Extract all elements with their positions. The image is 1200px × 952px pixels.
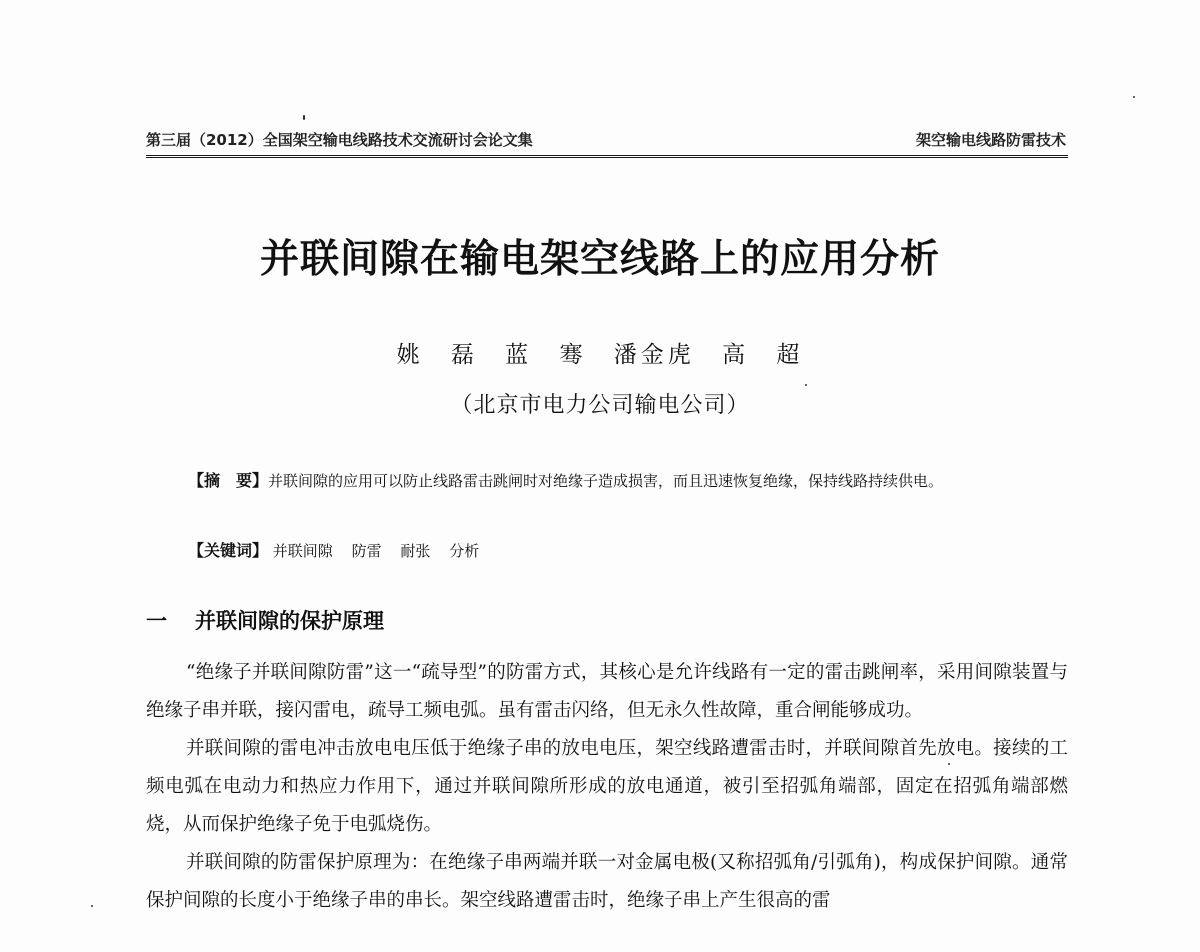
section-heading [146, 605, 384, 635]
header-proceedings-title: 第三届（2012）全国架空输电线路技术交流研讨会论文集 [146, 131, 533, 149]
abstract-text: 并联间隙的应用可以防止线路雷击跳闸时对绝缘子造成损害，而且迅速恢复绝缘，保持线路持续供电。 [268, 472, 944, 490]
section-number: 一 [146, 609, 167, 633]
author-affiliation: （北京市电力公司输电公司） [450, 393, 750, 418]
scan-speck [1133, 96, 1135, 98]
body-paragraph: 并联间隙的防雷保护原理为：在绝缘子串两端并联一对金属电极(又称招弧角/引弧角)，构成保护间隙。通常保护间隙的长度小于绝缘子串的串长。架空线路遭雷击时，绝缘子串上产生很高的雷 [146, 852, 1068, 911]
scan-speck [91, 905, 93, 907]
section-title: 并联间隙的保护原理 [195, 609, 384, 633]
header-section-title: 架空输电线路防雷技术 [915, 131, 1066, 149]
abstract-label: 【摘 要】 [188, 471, 269, 490]
keyword-item: 防雷 [351, 542, 382, 560]
paper-title: 并联间隙在输电架空线路上的应用分析 [259, 237, 940, 282]
body-text [146, 654, 1068, 920]
scan-speck [948, 763, 950, 765]
author-list: 姚 磊 蓝 骞 潘金虎 高 超 [396, 342, 804, 368]
running-header [146, 127, 1068, 158]
body-paragraph: “绝缘子并联间隙防雷”这一“疏导型”的防雷方式，其核心是允许线路有一定的雷击跳闸率，采用间隙装置与绝缘子串并联，接闪雷电，疏导工频电弧。虽有雷击闪络，但无永久性故障，重合闸能够成功。 [146, 662, 1068, 721]
keyword-item: 耐张 [400, 542, 431, 560]
body-paragraph: 并联间隙的雷电冲击放电电压低于绝缘子串的放电电压，架空线路遭雷击时，并联间隙首先放电。接续的工频电弧在电动力和热应力作用下，通过并联间隙所形成的放电通道，被引至招弧角端部，固定在招弧角端部燃烧，从而保护绝缘子免于电弧烧伤。 [146, 738, 1068, 835]
keyword-item: 并联间隙 [272, 542, 333, 560]
scan-speck [805, 384, 807, 386]
abstract [146, 466, 1068, 496]
scan-speck [303, 115, 305, 120]
keyword-item: 分析 [449, 542, 480, 560]
keywords-label: 【关键词】 [188, 541, 269, 560]
keywords [188, 536, 493, 566]
